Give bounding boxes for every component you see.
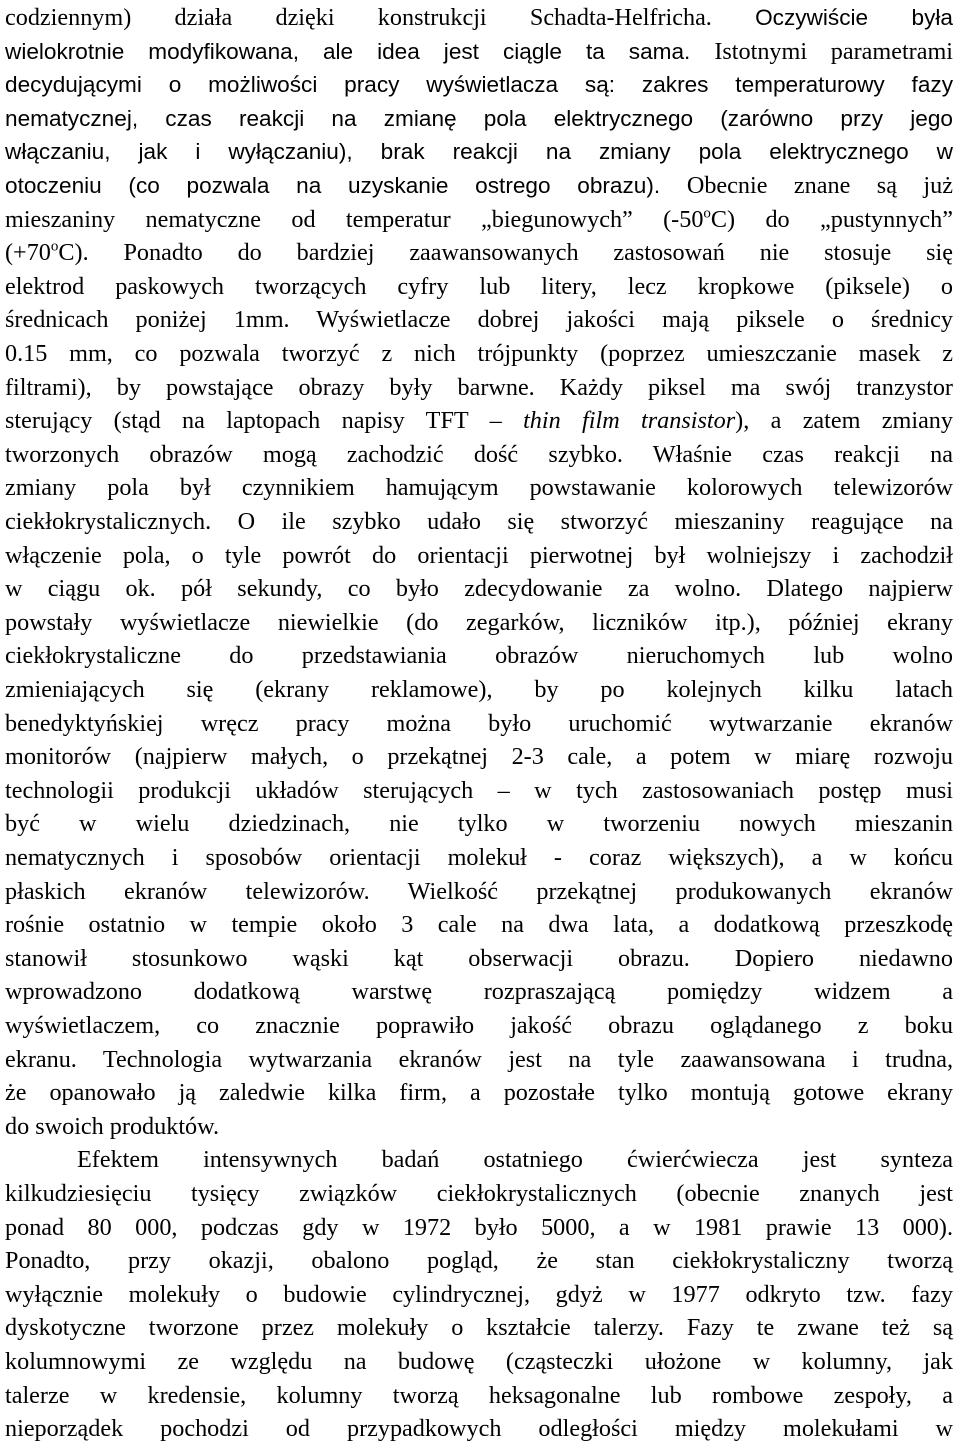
text-line [5, 202, 953, 238]
text-line [5, 974, 953, 1010]
text-line [5, 941, 953, 977]
text-line [5, 1411, 953, 1447]
text-run: rośnie ostatnio w tempie około 3 cale na dwa lata, a dodatkową przeszkodę [5, 911, 953, 939]
text-run: mieszaniny nematyczne od temperatur „biegunowych” (-50 [5, 205, 704, 233]
text-line [5, 605, 953, 641]
text-run: ekranu. Technologia wytwarzania ekranów jest na tyle zaawansowana i trudna, [5, 1045, 953, 1073]
text-line [5, 168, 953, 204]
text-run: nieporządek pochodzi od przypadkowych odległości między molekułami w [5, 1415, 953, 1443]
text-line [5, 538, 953, 574]
text-run: otoczeniu (co pozwala na uzyskanie ostrego obrazu). [5, 173, 687, 198]
text-line [5, 437, 953, 473]
text-line [5, 67, 953, 103]
text-run: włączenie pola, o tyle powrót do orientacji pierwotnej był wolniejszy i zachodził [5, 541, 953, 569]
text-line [5, 504, 953, 540]
text-line [5, 706, 953, 742]
text-run: C). Ponadto do bardziej zaawansowanych zastosowań nie stosuje się [58, 239, 953, 267]
text-line [5, 840, 953, 876]
text-line [5, 672, 953, 708]
text-run: średnicach poniżej 1mm. Wyświetlacze dobrej jakości mają piksele o średnicy [5, 306, 953, 334]
text-line [5, 235, 953, 271]
text-run: być w wielu dziedzinach, nie tylko w tworzeniu nowych mieszanin [5, 810, 953, 838]
text-line [5, 739, 953, 775]
text-run: ciekłokrystalicznych. O ile szybko udało się stworzyć mieszaniny reagujące na [5, 508, 953, 535]
text-run: zmieniających się (ekrany reklamowe), by po kolejnych kilku latach [5, 676, 953, 703]
text-run: talerze w kredensie, kolumny tworzą heksagonalne lub rombowe zespoły, a [5, 1381, 953, 1409]
text-run: filtrami), by powstające obrazy były barwne. Każdy piksel ma swój tranzystor [5, 373, 953, 401]
text-run: wyświetlaczem, co znacznie poprawiło jakość obrazu oglądanego z boku [5, 1012, 953, 1039]
text-run: w ciągu ok. pół sekundy, co było zdecydowanie za wolno. Dlatego najpierw [5, 575, 953, 603]
text-run: Obecnie znane są już [686, 172, 953, 199]
text-line [5, 470, 953, 506]
text-run: technologii produkcji układów sterujących – w tych zastosowaniach postęp musi [5, 776, 953, 804]
text-line [5, 907, 953, 943]
text-line [5, 370, 953, 406]
text-run: wielokrotnie modyfikowana, ale idea jest ciągle ta sama. [5, 38, 715, 64]
text-run: Efektem intensywnych badań ostatniego ćwierćwiecza jest synteza [77, 1146, 953, 1174]
text-line [5, 1310, 953, 1346]
text-run: Ponadto, przy okazji, obalono pogląd, że stan ciekłokrystaliczny tworzą [5, 1247, 953, 1275]
text-run: monitorów (najpierw małych, o przekątnej 2-3 cale, a potem w miarę rozwoju [5, 743, 953, 771]
text-run: ponad 80 000, podczas gdy w 1972 było 5000, a w 1981 prawie 13 000). [5, 1213, 953, 1241]
text-run: C) do „pustynnych” [710, 205, 953, 233]
text-line [5, 1378, 953, 1414]
text-line [5, 1344, 953, 1380]
text-line [5, 773, 953, 809]
text-line [5, 571, 953, 607]
italic-term: thin film transistor [523, 407, 736, 435]
text-run: decydującymi o możliwości pracy wyświetlacza są: zakres temperaturowy fazy [5, 72, 953, 98]
text-line [5, 302, 953, 338]
text-line [5, 403, 953, 439]
text-run: Istotnymi parametrami [714, 37, 954, 65]
text-run: do swoich produktów. [5, 1112, 220, 1140]
text-run: wyłącznie molekuły o budowie cylindrycznej, gdyż w 1977 odkryto tzw. fazy [5, 1280, 953, 1308]
text-run: stanowił stosunkowo wąski kąt obserwacji obrazu. Dopiero niedawno [5, 944, 953, 972]
text-run: ciekłokrystaliczne do przedstawiania obrazów nieruchomych lub wolno [5, 642, 953, 670]
text-run: płaskich ekranów telewizorów. Wielkość przekątnej produkowanych ekranów [5, 877, 953, 905]
text-run: dyskotyczne tworzone przez molekuły o kształcie talerzy. Fazy te zwane też są [5, 1314, 953, 1342]
text-run: elektrod paskowych tworzących cyfry lub litery, lecz kropkowe (piksele) o [5, 272, 953, 300]
text-line [5, 1243, 953, 1279]
text-line [5, 0, 953, 36]
text-line [5, 806, 953, 842]
text-line [5, 1277, 953, 1313]
text-line [5, 874, 953, 910]
text-line [5, 134, 953, 170]
text-line [5, 1075, 953, 1111]
text-run: codziennym) działa dzięki konstrukcji Schadta-Helfricha. [5, 4, 756, 31]
superscript-degree: o [50, 238, 59, 255]
text-run: (+70 [5, 239, 51, 267]
text-run: że opanowało ją zaledwie kilka firm, a pozostałe tylko montują gotowe ekrany [5, 1079, 953, 1107]
text-line [5, 101, 953, 137]
text-line [5, 336, 953, 372]
text-run: włączaniu, jak i wyłączaniu), brak reakcji na zmiany pola elektrycznego w [5, 139, 953, 165]
text-line [5, 638, 953, 674]
text-run: tworzonych obrazów mogą zachodzić dość szybko. Właśnie czas reakcji na [5, 440, 953, 468]
text-run: powstały wyświetlacze niewielkie (do zegarków, liczników itp.), później ekrany [5, 608, 953, 636]
text-line [5, 1142, 953, 1178]
text-run: ), a zatem zmiany [735, 407, 953, 435]
text-run: 0.15 mm, co pozwala tworzyć z nich trójpunkty (poprzez umieszczanie masek z [5, 340, 953, 367]
text-line [5, 269, 953, 305]
text-run: zmiany pola był czynnikiem hamującym powstawanie kolorowych telewizorów [5, 474, 953, 502]
text-run: nematycznej, czas reakcji na zmianę pola elektrycznego (zarówno przy jego [5, 105, 953, 131]
text-line [5, 1210, 953, 1246]
text-line [5, 1176, 953, 1212]
text-line [5, 1008, 953, 1044]
text-line [5, 1042, 953, 1078]
text-line [5, 34, 953, 70]
text-run: sterujący (stąd na laptopach napisy TFT – [5, 407, 524, 435]
text-run: kilkudziesięciu tysięcy związków ciekłokrystalicznych (obecnie znanych jest [5, 1180, 953, 1207]
text-run: benedyktyńskiej wręcz pracy można było uruchomić wytwarzanie ekranów [5, 709, 953, 737]
text-run: kolumnowymi ze względu na budowę (cząsteczki ułożone w kolumny, jak [5, 1348, 953, 1375]
text-run: nematycznych i sposobów orientacji molekuł - coraz większych), a w końcu [5, 844, 953, 871]
text-run: Oczywiście była [755, 5, 953, 30]
superscript-degree: o [703, 204, 711, 221]
text-run: wprowadzono dodatkową warstwę rozpraszającą pomiędzy widzem a [5, 978, 953, 1006]
text-line [5, 1109, 953, 1145]
